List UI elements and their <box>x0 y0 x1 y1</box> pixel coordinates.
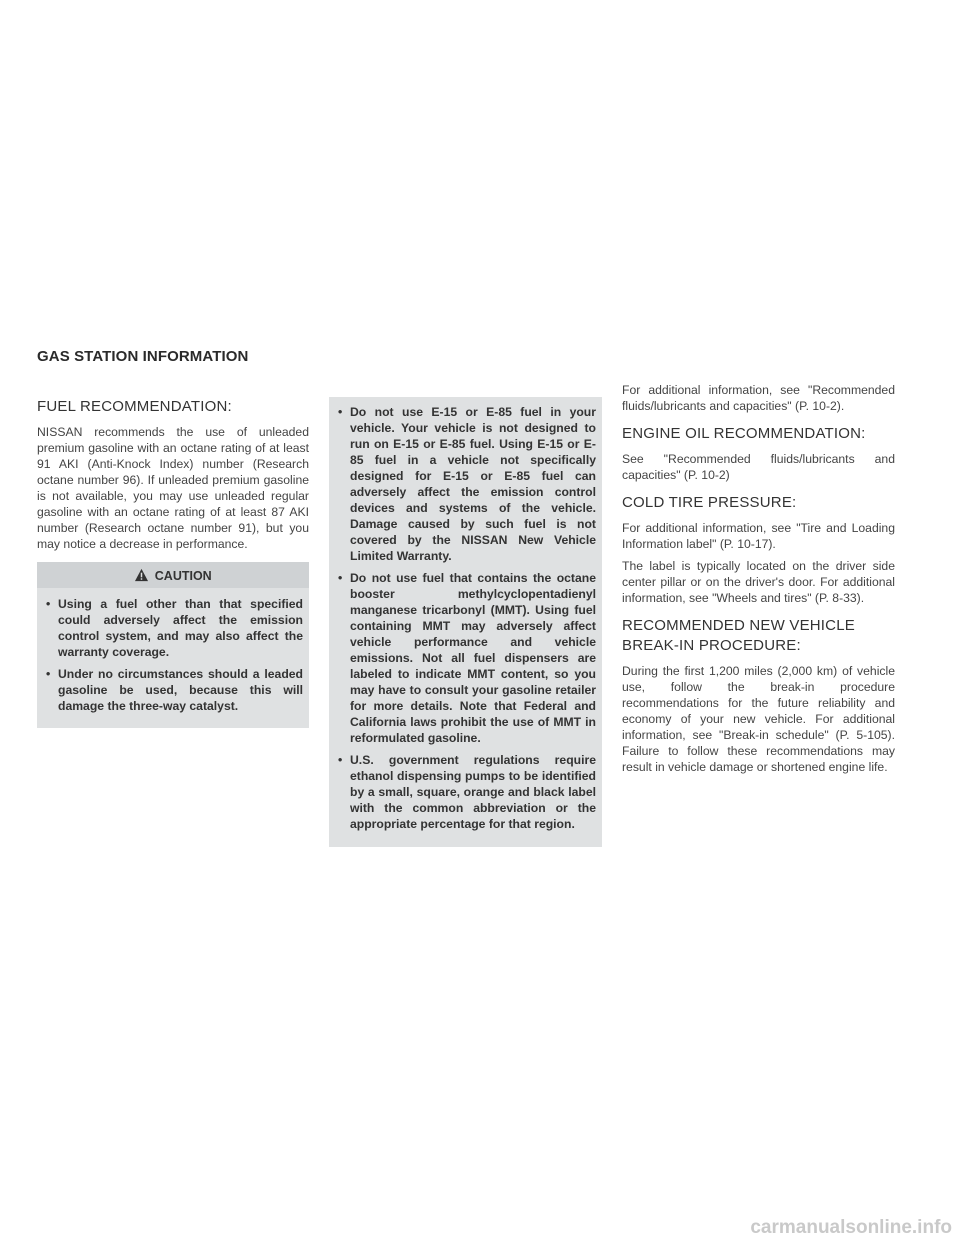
caution-box <box>37 562 309 728</box>
page-section-title: GAS STATION INFORMATION <box>37 348 249 365</box>
column-fuel-recommendation <box>37 397 309 728</box>
caution-header <box>37 562 309 588</box>
caution-item-text: Do not use fuel that contains the octane booster methylcyclopentadienyl manganese tricarbonyl (MMT). Using fuel containing MMT may adversely affect vehicle performance and vehicle emissions. Not all fuel dispensers are labeled to indicate MMT content, so you may have to consult your gasoline retailer for more details. Note that Federal and California laws prohibit the use of MMT in reformulated gasoline. <box>350 571 596 745</box>
caution-item <box>45 666 303 714</box>
caution-item-text: Using a fuel other than that specified could adversely affect the emission control system, and may also affect the warranty coverage. <box>58 597 303 659</box>
caution-item <box>45 596 303 660</box>
break-in-heading <box>622 616 895 656</box>
column-other-recommendations <box>622 382 895 781</box>
caution-list-continued <box>337 404 596 832</box>
caution-item <box>337 752 596 832</box>
caution-item <box>337 570 596 746</box>
caution-item-text: Under no circumstances should a leaded gasoline be used, because this will damage the three-way catalyst. <box>58 667 303 713</box>
warning-icon <box>134 568 149 582</box>
bullet-dot: • <box>46 597 51 611</box>
caution-item-text: U.S. government regulations require ethanol dispensing pumps to be identified by a small, square, orange and black label with the common abbreviation or the appropriate percentage for that region. <box>350 753 596 831</box>
caution-label: CAUTION <box>154 569 212 583</box>
bullet-dot: • <box>46 667 51 681</box>
fuel-recommendation-paragraph: NISSAN recommends the use of unleaded premium gasoline with an octane rating of at least 91 AKI (Anti-Knock Index) number (Research octane number 96). If unleaded premium gasoline is not available, you may use unleaded regular gasoline with an octane rating of at least 87 AKI number (Research octane number 91), but you may notice a decrease in performance. <box>37 425 309 551</box>
break-in-paragraph: During the first 1,200 miles (2,000 km) of vehicle use, follow the break-in procedure recommendations for the future reliability and economy of your new vehicle. For additional information, see "Break-in schedule" (P. 5-105). Failure to follow these recommendations may result in vehicle damage or shortened engine life. <box>622 664 895 774</box>
tire-label-paragraph: The label is typically located on the driver side center pillar or on the driver's door. For additional information, see "Wheels and tires" (P. 8-33). <box>622 559 895 605</box>
engine-oil-paragraph: See "Recommended fluids/lubricants and capacities" (P. 10-2) <box>622 452 895 482</box>
fluids-reference-paragraph: For additional information, see "Recommended fluids/lubricants and capacities" (P. 10-2). <box>622 383 895 413</box>
bullet-dot: • <box>338 405 343 419</box>
caution-item-text: Do not use E-15 or E-85 fuel in your vehicle. Your vehicle is not designed to run on E-15 or E-85 fuel. Using E-15 or E-85 fuel in a vehicle not specifically designed for E-15 or E-85 fuel can adversely affect the emission control devices and systems of the vehicle. Damage caused by such fuel is not covered by the NISSAN New Vehicle Limited Warranty. <box>350 405 596 563</box>
bullet-dot: • <box>338 753 343 767</box>
fuel-recommendation-heading: FUEL RECOMMENDATION: <box>37 398 232 415</box>
caution-list <box>45 596 303 714</box>
caution-item <box>337 404 596 564</box>
break-in-heading-line1: RECOMMENDED NEW VEHICLE <box>622 617 855 634</box>
tire-pressure-heading: COLD TIRE PRESSURE: <box>622 494 797 511</box>
bullet-dot: • <box>338 571 343 585</box>
engine-oil-heading: ENGINE OIL RECOMMENDATION: <box>622 425 866 442</box>
column-caution-continued <box>329 397 602 847</box>
caution-box-continued <box>329 397 602 847</box>
watermark: carmanualsonline.info <box>750 1217 952 1238</box>
tire-pressure-paragraph: For additional information, see "Tire and Loading Information label" (P. 10-17). <box>622 521 895 551</box>
break-in-heading-line2: BREAK-IN PROCEDURE: <box>622 637 801 654</box>
